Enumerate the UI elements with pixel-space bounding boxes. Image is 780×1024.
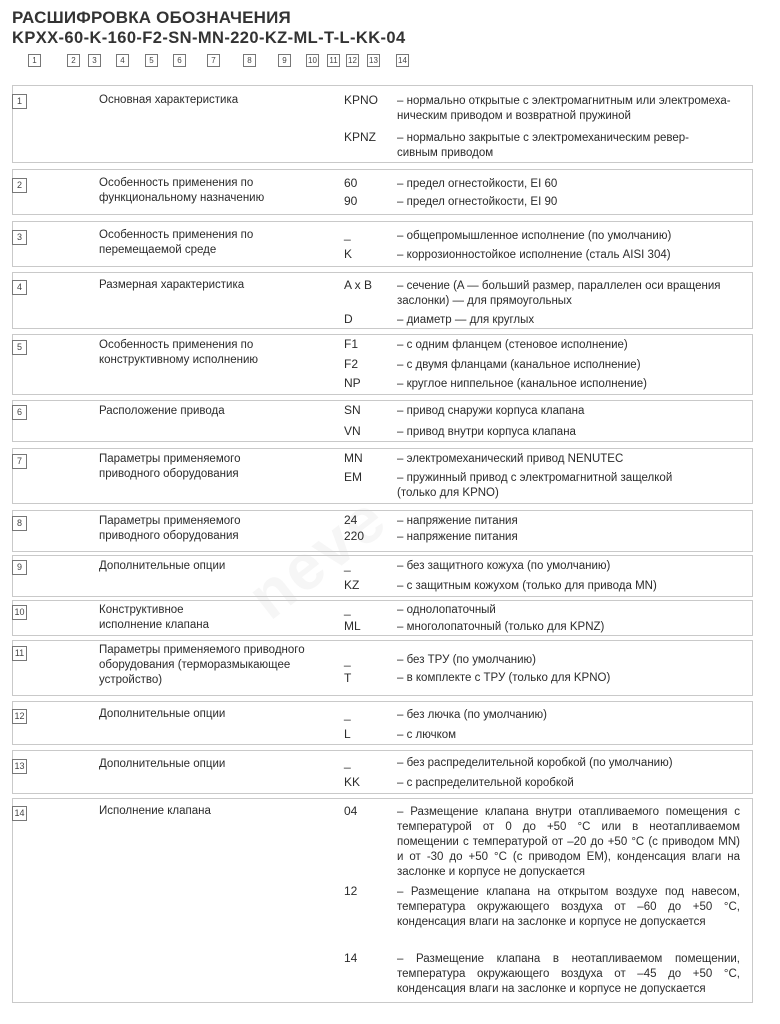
option-desc: – предел огнестойкости, EI 90 [397,196,558,208]
index-box: 14 [396,54,409,67]
index-box: 4 [116,54,129,67]
section-label: Основная характеристика [99,94,239,106]
section-label: Конструктивное исполнение клапана [99,604,210,631]
section-label: Параметры применяемого приводного оборудования [99,453,241,480]
section-number: 14 [12,806,27,821]
option-desc: – общепромышленное исполнение (по умолчанию) [397,230,672,242]
section-label: Расположение привода [99,405,225,417]
section-number: 12 [12,709,27,724]
option-desc: – напряжение питания [397,531,518,543]
section-label: Исполнение клапана [99,805,211,817]
option-desc: – Размещение клапана в неотапливаемом помещении, температура окружающего воздуха от –45 до +50 °С, конденсация влаги на заслонке и корпусе не допускается [397,953,740,995]
section-label: Дополнительные опции [99,560,226,572]
section-number: 13 [12,759,27,774]
option-desc: – электромеханический привод NENUTEC [397,453,624,465]
option-code: 90 [344,194,358,208]
option-code: F1 [344,337,359,351]
index-box: 2 [67,54,80,67]
option-code: 24 [344,513,358,527]
option-code: _ [344,653,351,667]
option-code: D [344,312,353,326]
option-desc: – с двумя фланцами (канальное исполнение) [397,359,641,371]
section-label: Особенность применения по перемещаемой среде [99,229,254,256]
section-number: 1 [12,94,27,109]
option-code: A x B [344,278,373,292]
option-code: F2 [344,357,359,371]
index-box: 10 [306,54,319,67]
option-code: KZ [344,578,360,592]
option-desc: – многолопаточный (только для KPNZ) [397,621,605,633]
option-desc: – однолопаточный [397,604,496,616]
option-desc: – коррозионностойкое исполнение (сталь AISI 304) [397,249,671,261]
option-code: 12 [344,884,358,898]
option-desc: – круглое ниппельное (канальное исполнение) [397,378,647,390]
section-label: Особенность применения по функциональному назначению [99,177,265,204]
option-code: NP [344,376,361,390]
index-box: 1 [28,54,41,67]
index-box: 3 [88,54,101,67]
section-number: 5 [12,340,27,355]
option-code: KK [344,775,361,789]
section-label: Параметры применяемого приводного оборудования (терморазмыкающее устройство) [99,644,305,686]
option-desc: – с одним фланцем (стеновое исполнение) [397,339,628,351]
option-code: _ [344,707,351,721]
section-number: 10 [12,605,27,620]
option-desc: – привод внутри корпуса клапана [397,426,576,438]
section-number: 7 [12,454,27,469]
section-number: 3 [12,230,27,245]
option-desc: – с распределительной коробкой [397,777,574,789]
index-box: 7 [207,54,220,67]
option-desc: – в комплекте с ТРУ (только для KPNO) [397,672,611,684]
option-desc: – нормально закрытые с электромеханическим ревер- сивным приводом [397,132,689,159]
option-code: ML [344,619,361,633]
option-desc: – пружинный привод с электромагнитной защелкой (только для KPNO) [397,472,673,499]
option-code: 60 [344,176,358,190]
option-desc: – диаметр — для круглых [397,314,535,326]
option-code: L [344,727,351,741]
page-title: РАСШИФРОВКА ОБОЗНАЧЕНИЯ [12,8,291,27]
option-desc: – с лючком [397,729,457,741]
index-box: 8 [243,54,256,67]
option-code: 04 [344,804,358,818]
option-code: SN [344,403,361,417]
section-number: 8 [12,516,27,531]
option-code: 220 [344,529,365,543]
option-desc: – привод снаружи корпуса клапана [397,405,585,417]
index-box: 13 [367,54,380,67]
option-desc: – без лючка (по умолчанию) [397,709,547,721]
section-label: Дополнительные опции [99,708,226,720]
option-desc: – напряжение питания [397,515,518,527]
section-label: Дополнительные опции [99,758,226,770]
option-desc: – без распределительной коробкой (по умолчанию) [397,757,673,769]
index-box: 6 [173,54,186,67]
option-desc: – нормально открытые с электромагнитным или электромеха- ническим приводом и возвратной пружиной [397,95,731,122]
index-box: 12 [346,54,359,67]
option-code: _ [344,227,351,241]
option-code: _ [344,558,351,572]
index-box: 11 [327,54,340,67]
option-code: K [344,247,353,261]
option-desc: – с защитным кожухом (только для привода MN) [397,580,657,592]
option-desc: – без защитного кожуха (по умолчанию) [397,560,611,572]
designation-code: KPXX-60-K-160-F2-SN-MN-220-KZ-ML-T-L-KK-04 [12,29,406,47]
option-code: MN [344,451,363,465]
option-code: _ [344,602,351,616]
option-desc: – Размещение клапана на открытом воздухе под навесом, температура окружающего воздуха от –60 до +50 °С, конденсация влаги на заслонке и корпусе не допускается [397,886,740,928]
section-label: Особенность применения по конструктивному исполнению [99,339,259,366]
option-code: _ [344,755,351,769]
section-number: 6 [12,405,27,420]
option-desc: – предел огнестойкости, EI 60 [397,178,558,190]
section-number: 11 [12,646,27,661]
section-label: Параметры применяемого приводного оборудования [99,515,241,542]
option-desc: – Размещение клапана внутри отапливаемого помещения с температурой от 0 до +50 °С или в неотапливаемом помещении с температурой от –20 до +50 °С (с приводом MN) и от -30 до +50 °С (с приводом EM), конденсация влаги на заслонке и корпусе не допускается [397,806,740,878]
option-code: T [344,671,352,685]
section-number: 4 [12,280,27,295]
option-desc: – сечение (A — больший размер, параллелен оси вращения заслонки) — для прямоугольных [397,280,721,307]
option-code: KPNZ [344,130,377,144]
section-number: 9 [12,560,27,575]
index-box: 5 [145,54,158,67]
section-number: 2 [12,178,27,193]
option-code: VN [344,424,361,438]
section-label: Размерная характеристика [99,279,245,291]
option-code: KPNO [344,93,379,107]
option-code: EM [344,470,362,484]
index-box: 9 [278,54,291,67]
option-desc: – без ТРУ (по умолчанию) [397,654,536,666]
option-code: 14 [344,951,358,965]
